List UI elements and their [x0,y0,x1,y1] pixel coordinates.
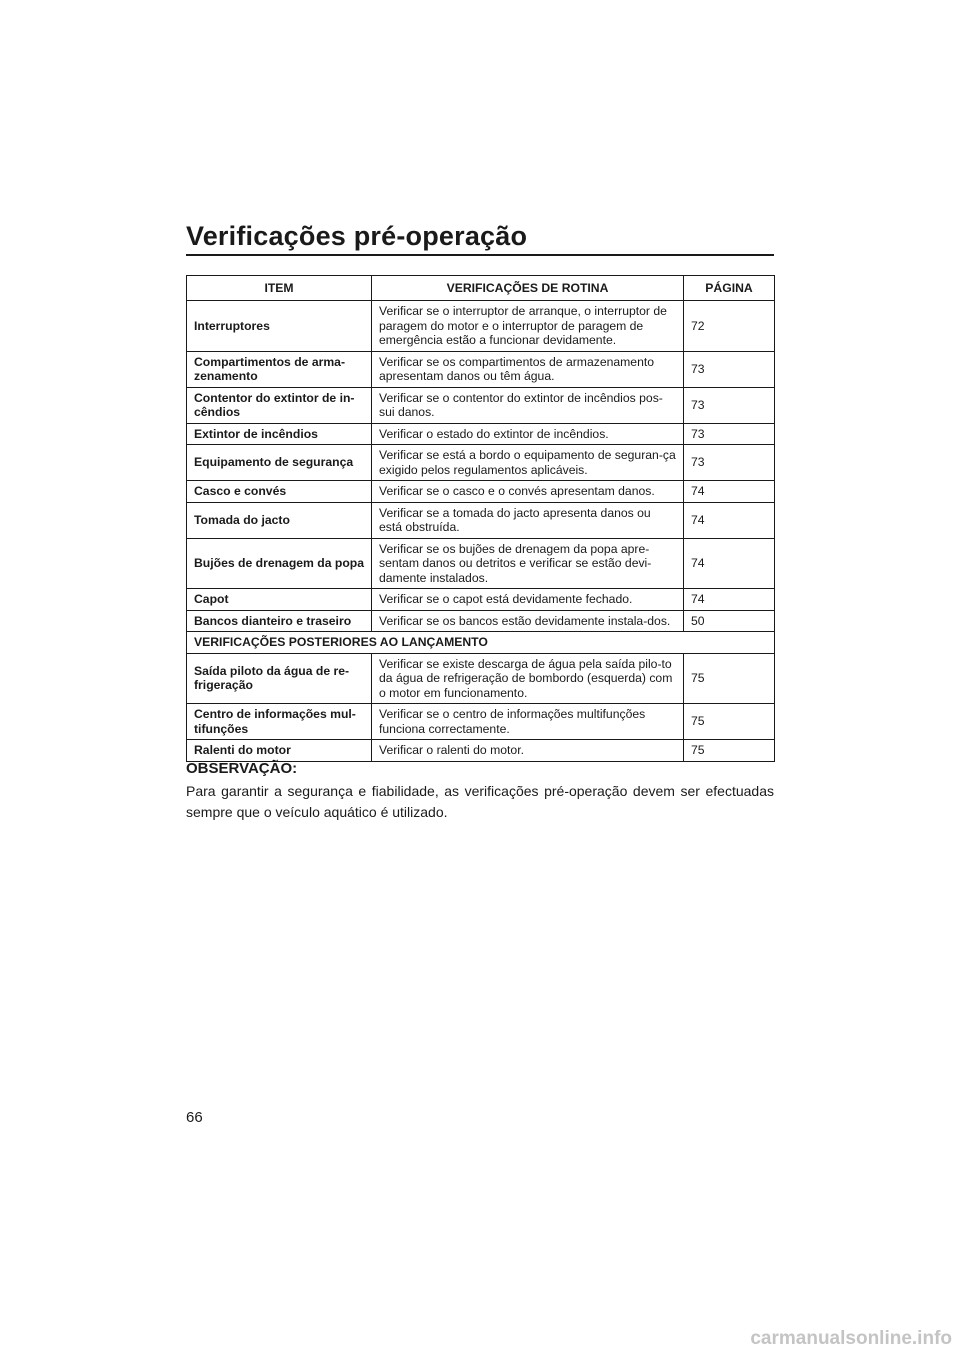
row-page: 73 [684,445,775,481]
row-check: Verificar se os bujões de drenagem da popa apre-sentam danos ou detritos e verificar se estão devi-damente instalados. [372,538,684,589]
row-page: 75 [684,740,775,762]
row-page: 75 [684,653,775,704]
table-row [187,538,775,589]
row-page: 74 [684,538,775,589]
table-row [187,481,775,503]
row-check: Verificar se está a bordo o equipamento de seguran-ça exigido pelos regulamentos aplicáveis. [372,445,684,481]
row-item: Bancos dianteiro e traseiro [187,610,372,632]
row-check: Verificar se a tomada do jacto apresenta danos ou está obstruída. [372,502,684,538]
table-section-row [187,632,775,654]
row-page: 73 [684,387,775,423]
row-item: Ralenti do motor [187,740,372,762]
row-check: Verificar se o casco e o convés apresentam danos. [372,481,684,503]
row-check: Verificar o ralenti do motor. [372,740,684,762]
title-divider [186,254,774,256]
row-item: Centro de informações mul-tifunções [187,704,372,740]
row-check: Verificar se o interruptor de arranque, o interruptor de paragem do motor e o interruptor de paragem de emergência estão a funcionar devidamente. [372,301,684,352]
table-row [187,610,775,632]
section-title-post-launch: VERIFICAÇÕES POSTERIORES AO LANÇAMENTO [187,632,775,654]
row-item: Interruptores [187,301,372,352]
row-page: 50 [684,610,775,632]
pre-operation-checklist-table [186,275,775,762]
row-check: Verificar se existe descarga de água pela saída pilo-to da água de refrigeração de bombordo (esquerda) com o motor em funcionamento. [372,653,684,704]
row-page: 73 [684,351,775,387]
page-title: Verificações pré-operação [186,221,528,251]
note-text: Para garantir a segurança e fiabilidade, as verificações pré-operação devem ser efectuadas sempre que o veículo aquático é utilizado. [186,783,774,820]
note-title: OBSERVAÇÃO: [186,760,298,777]
row-page: 74 [684,481,775,503]
header-item: ITEM [187,276,372,301]
row-check: Verificar se o contentor do extintor de incêndios pos-sui danos. [372,387,684,423]
header-page: PÁGINA [684,276,775,301]
table-row [187,351,775,387]
row-check: Verificar se o capot está devidamente fechado. [372,589,684,611]
row-item: Equipamento de segurança [187,445,372,481]
row-page: 74 [684,502,775,538]
row-item: Casco e convés [187,481,372,503]
table-row [187,653,775,704]
row-item: Saída piloto da água de re-frigeração [187,653,372,704]
row-item: Contentor do extintor de in-cêndios [187,387,372,423]
table-row [187,423,775,445]
table-row [187,740,775,762]
row-page: 75 [684,704,775,740]
table-row [187,502,775,538]
row-check: Verificar se os bancos estão devidamente instala-dos. [372,610,684,632]
row-item: Bujões de drenagem da popa [187,538,372,589]
table-header-row [187,276,775,301]
table-row [187,387,775,423]
row-check: Verificar o estado do extintor de incêndios. [372,423,684,445]
header-routine-checks: VERIFICAÇÕES DE ROTINA [372,276,684,301]
row-page: 72 [684,301,775,352]
page-number: 66 [186,1109,203,1126]
table-row [187,704,775,740]
table-row [187,589,775,611]
row-check: Verificar se o centro de informações multifunções funciona correctamente. [372,704,684,740]
row-item: Tomada do jacto [187,502,372,538]
watermark-text: carmanualsonline.info [750,1328,952,1349]
table-row [187,301,775,352]
row-item: Extintor de incêndios [187,423,372,445]
row-item: Capot [187,589,372,611]
row-page: 74 [684,589,775,611]
table-row [187,445,775,481]
row-page: 73 [684,423,775,445]
row-check: Verificar se os compartimentos de armazenamento apresentam danos ou têm água. [372,351,684,387]
row-item: Compartimentos de arma-zenamento [187,351,372,387]
